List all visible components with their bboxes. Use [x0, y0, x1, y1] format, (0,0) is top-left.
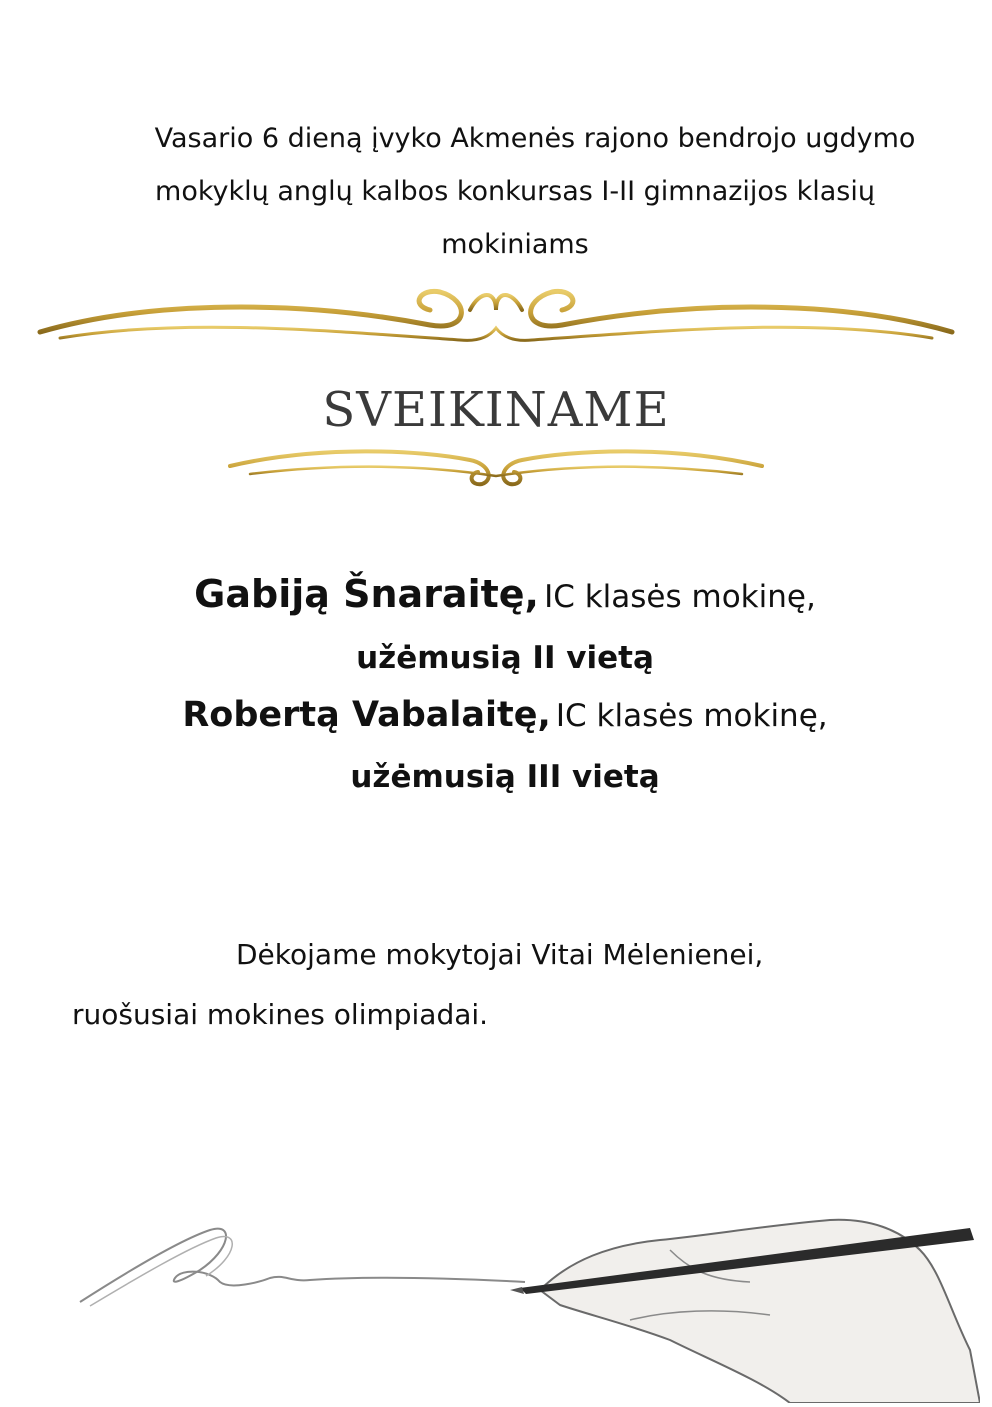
intro-line-1: Vasario 6 dieną įvyko Akmenės rajono bendrojo ugdymo: [154, 123, 916, 154]
intro-line-2: mokyklų anglų kalbos konkursas I-II gimnazijos klasių: [155, 176, 875, 207]
winner-2-class: IC klasės mokinę,: [555, 698, 828, 734]
winner-2-place: užėmusią III vietą: [350, 759, 660, 795]
hand-writing-illustration: [70, 1190, 980, 1403]
winner-1-class: IC klasės mokinę,: [544, 579, 816, 615]
thanks-line-2: ruošusiai mokines olimpiadai.: [72, 998, 489, 1031]
winner-1-place: užėmusią II vietą: [356, 640, 654, 676]
hand-with-pen-icon: [70, 1190, 980, 1403]
thanks-line-1: Dėkojame mokytojai Vitai Mėlenienei,: [236, 938, 764, 971]
winner-1-row: [60, 566, 950, 630]
winner-2-row: [60, 687, 950, 749]
thanks-text: [72, 925, 763, 1045]
intro-text: [60, 112, 970, 271]
page-title: SVEIKINAME: [322, 382, 670, 438]
winners-block: [60, 566, 950, 806]
intro-line-3: mokiniams: [441, 229, 589, 260]
winner-1-name: Gabiją Šnaraitę,: [194, 572, 539, 616]
winner-2-name: Robertą Vabalaitę,: [182, 695, 551, 735]
